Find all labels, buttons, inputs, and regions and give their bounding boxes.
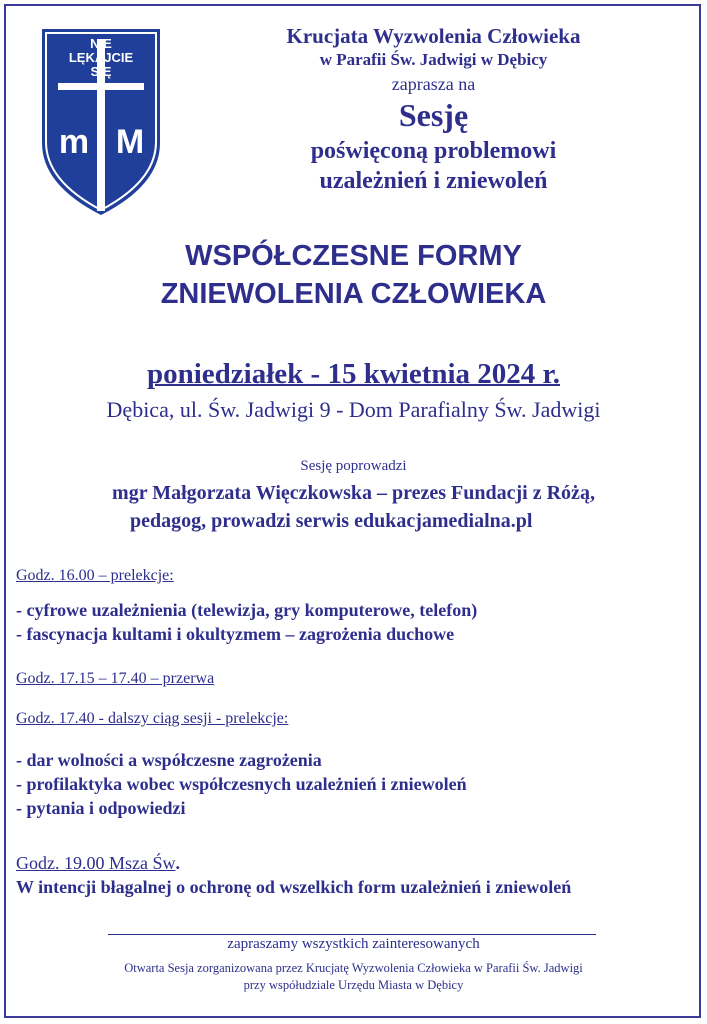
dedication-line-1: poświęconą problemowi — [310, 138, 557, 164]
schedule-item: - profilaktyka wobec współczesnych uzależnień i zniewoleń — [16, 774, 467, 794]
speaker-lead: Sesję poprowadzi — [300, 458, 407, 474]
speaker-line-2: pedagog, prowadzi serwis edukacjamedialna.pl — [130, 510, 533, 532]
logo-letter-right: M — [115, 123, 145, 161]
invites-text: zaprasza na — [391, 74, 476, 94]
mass-time — [16, 853, 180, 874]
logo-motto-1: NIE — [90, 36, 112, 51]
session-word: Sesję — [398, 97, 469, 133]
event-place: Dębica, ul. Św. Jadwigi 9 - Dom Parafialny Św. Jadwigi — [106, 397, 601, 422]
schedule-slot-2: Godz. 17.15 – 17.40 – przerwa — [16, 670, 215, 687]
schedule-item: - cyfrowe uzależnienia (telewizja, gry komputerowe, telefon) — [16, 600, 478, 620]
logo-motto-2: LĘKAJCIE — [68, 50, 134, 65]
event-date-text: poniedziałek - 15 kwietnia 2024 r. — [146, 358, 560, 390]
main-title-line-2: ZNIEWOLENIA CZŁOWIEKA — [160, 278, 547, 310]
schedule-item: - dar wolności a współczesne zagrożenia — [16, 750, 322, 770]
logo-letter-left: m — [58, 123, 90, 161]
mass-time-text: Godz. 19.00 Msza Św — [16, 853, 176, 873]
org-name: Krucjata Wyzwolenia Człowieka — [286, 24, 581, 48]
footer-invite: zapraszamy wszystkich zainteresowanych — [227, 936, 480, 952]
main-title-line-1: WSPÓŁCZESNE FORMY — [185, 240, 522, 272]
logo-motto-3: SIĘ — [90, 64, 112, 79]
mass-intention: W intencji błagalnej o ochronę od wszelkich form uzależnień i zniewoleń — [16, 877, 572, 897]
schedule-slot-1: Godz. 16.00 – prelekcje: — [16, 567, 174, 584]
footer-note-2: przy współudziale Urzędu Miasta w Dębicy — [243, 978, 464, 992]
logo-cross-horizontal — [58, 83, 144, 90]
schedule-slot-3: Godz. 17.40 - dalszy ciąg sesji - prelekcje: — [16, 710, 289, 727]
speaker-line-1: mgr Małgorzata Więczkowska – prezes Fundacji z Różą, — [112, 482, 595, 504]
crusade-logo — [40, 25, 162, 217]
org-parish: w Parafii Św. Jadwigi w Dębicy — [319, 50, 548, 69]
schedule-item: - pytania i odpowiedzi — [16, 798, 186, 818]
mass-dot: . — [175, 853, 180, 873]
schedule-item: - fascynacja kultami i okultyzmem – zagrożenia duchowe — [16, 624, 455, 644]
footer-note-1: Otwarta Sesja zorganizowana przez Krucjatę Wyzwolenia Człowieka w Parafii Św. Jadwigi — [124, 961, 583, 975]
dedication-line-2: uzależnień i zniewoleń — [319, 168, 548, 194]
event-date — [0, 358, 707, 391]
footer-divider — [108, 934, 596, 935]
